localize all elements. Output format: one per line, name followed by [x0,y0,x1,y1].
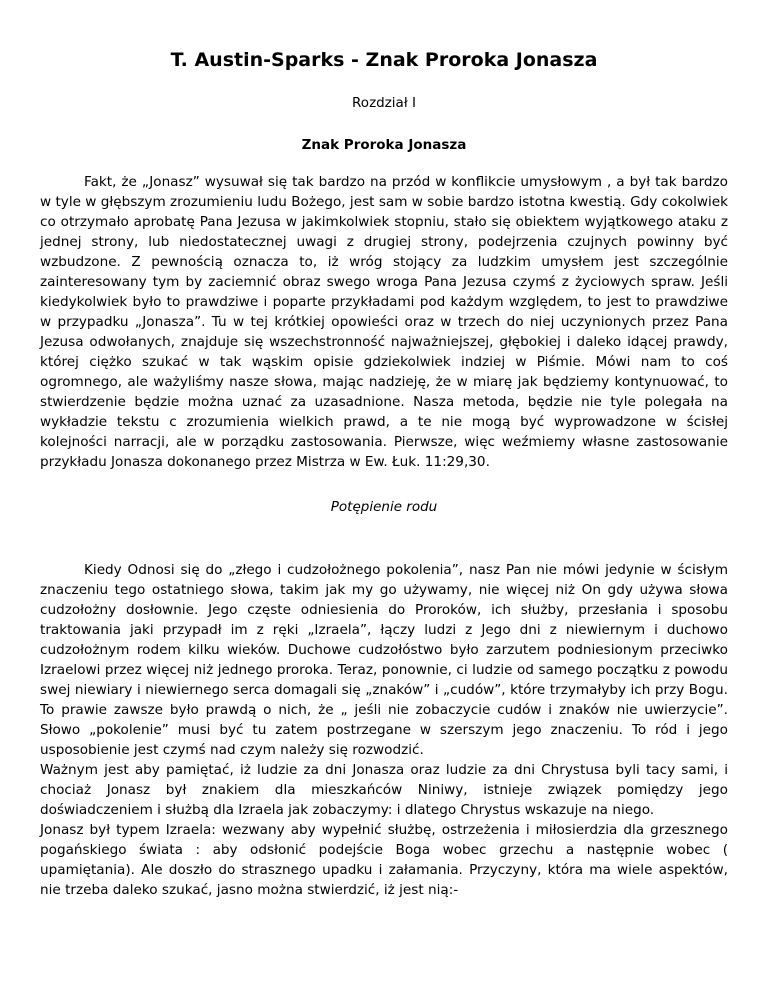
paragraph-jonah-type: Jonasz był typem Izraela: wezwany aby wypełnić służbę, ostrzeżenia i miłosierdzia dla grzesznego pogańskiego świata : aby odsłonić podejście Boga wobec grzechu a następnie wobec ( upamiętania). Ale doszło do strasznego upadku i załamania. Przyczyny, która ma wiele aspektów, nie trzeba daleko szukać, jasno można stwierdzić, iż jest nią:- [40,822,728,898]
section-title: Znak Proroka Jonasza [301,137,467,153]
paragraph-generation: Kiedy Odnosi się do „złego i cudzołożnego pokolenia”, nasz Pan nie mówi jedynie w ścisłym znaczeniu tego ostatniego słowa, takim jak my go używamy, nie więcej niż On gdy używa słowa cudzołożny dosłownie. Jego częste odniesienia do Proroków, ich służby, przesłania i sposobu traktowania jaki przypadł im z ręki „Izraela”, łączy ludzi z Jego dni z niewiernym i duchowo cudzołożnym rodem kilku wieków. Duchowe cudzołóstwo było zarzutem podniesionym przeciwko Izraelowi przez więcej niż jednego proroka. Teraz, ponownie, ci ludzie od samego początku z powodu swej niewiary i niewiernego serca domagali się „znaków” i „cudów”, które trzymałyby ich przy Bogu. To prawie zawsze było prawdą o nich, że „ jeśli nie zobaczycie cudów i znaków nie uwierzycie”. Słowo „pokolenie” musi być tu zatem postrzegane w szerszym jego znaczeniu. To ród i jego usposobienie jest czymś nad czym należy się rozwodzić. [40,562,728,758]
paragraph-intro: Fakt, że „Jonasz” wysuwał się tak bardzo na przód w konflikcie umysłowym , a był tak bardzo w tyle w głębszym zrozumieniu ludu Bożego, jest sam w sobie bardzo istotna kwestią. Gdy cokolwiek co otrzymało aprobatę Pana Jezusa w jakimkolwiek stopniu, stało się obiektem wyjątkowego ataku z jednej strony, lub niedostatecznej uwagi z drugiej strony, podejrzenia czujnych powinny być wzbudzone. Z pewnością oznacza to, iż wróg stojący za ludzkim umysłem jest szczególnie zainteresowany tym by zaciemnić obraz swego wroga Pana Jezusa czymś z życiowych spraw. Jeśli kiedykolwiek było to prawdziwe i poparte przykładami pod każdym względem, to jest to prawdziwe w przypadku „Jonasza”. Tu w tej krótkiej opowieści oraz w trzech do niej uczynionych przez Pana Jezusa odwołanych, znajduje się wszechstronność najważniejszej, głębokiej i daleko idącej prawdy, której ciężko szukać w tak wąskim opisie gdziekolwiek indziej w Piśmie. Mówi nam to coś ogromnego, ale ważyliśmy nasze słowa, mając nadzieję, że w miarę jak będziemy kontynuować, to stwierdzenie będzie można uznać za uzasadnione. Nasza metoda, będzie nie tyle polegała na wykładzie tekstu c zrozumienia wielkich prawd, a te nie mogą być wyprowadzone w ścisłej kolejności narracji, ale w porządku zastosowania. Pierwsze, więc weźmiemy własne zastosowanie przykładu Jonasza dokonanego przez Mistrza w Ew. Łuk. 11:29,30. [40,174,728,470]
subsection-title: Potępienie rodu [330,499,438,515]
document-title: T. Austin-Sparks - Znak Proroka Jonasza [170,49,598,71]
paragraph-jonah-christ: Ważnym jest aby pamiętać, iż ludzie za dni Jonasza oraz ludzie za dni Chrystusa byli tacy sami, i chociaż Jonasz był znakiem dla mieszkańców Niniwy, istnieje związek pomiędzy jego doświadczeniem i służbą dla Izraela jak zobaczymy: i dlatego Chrystus wskazuje na niego. [40,762,728,818]
chapter-heading: Rozdział I [352,95,416,111]
